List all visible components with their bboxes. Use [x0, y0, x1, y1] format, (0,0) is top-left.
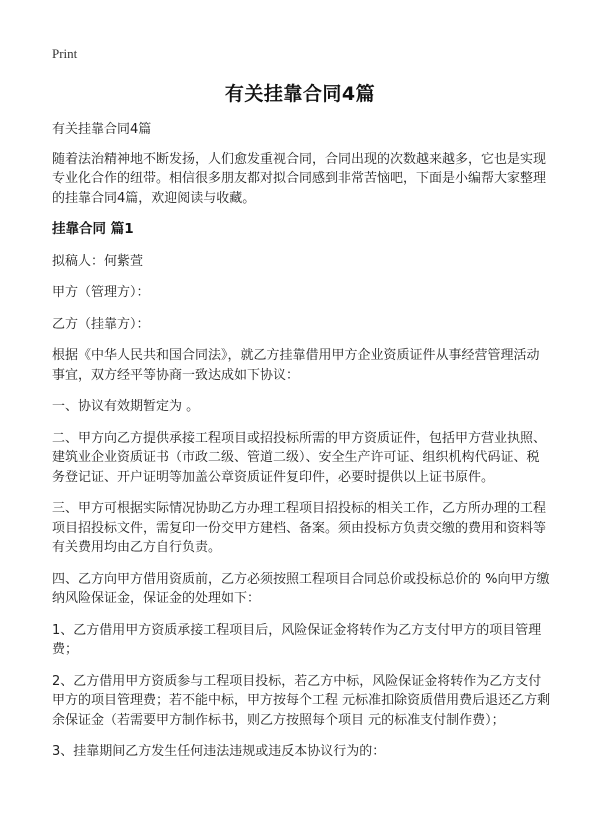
- party-a-line: 甲方（管理方）：: [52, 285, 150, 300]
- clause-paragraph: 3、挂靠期间乙方发生任何违法违规或违反本协议行为的：: [52, 744, 386, 759]
- clause-paragraph: 2、乙方借用甲方资质参与工程项目投标，若乙方中标，风险保证金将转作为乙方支付甲方的项目管理费；若不能中标，甲方按每个工程 元标准扣除资质借用费后退还乙方剩余保证金（若需要甲方制作标书，则乙方按照每个项目 元的标准支付制作费）；: [52, 673, 551, 728]
- document-body: [52, 120, 552, 774]
- preamble-paragraph: 根据《中华人民共和国合同法》，就乙方挂靠借用甲方企业资质证件从事经营管理活动事宜，双方经平等协商一致达成如下协议：: [52, 348, 540, 383]
- print-label: Print: [52, 46, 78, 61]
- drafter-line: 拟稿人：何紫萱: [52, 253, 144, 269]
- clause-paragraph: 四、乙方向甲方借用资质前，乙方必须按照工程项目合同总价或投标总价的 %向甲方缴纳风险保证金，保证金的处理如下：: [52, 571, 550, 606]
- page-title: 有关挂靠合同4篇: [224, 83, 376, 105]
- intro-paragraph: 随着法治精神地不断发扬，人们愈发重视合同，合同出现的次数越来越多，它也是实现专业化合作的纽带。相信很多朋友都对拟合同感到非常苦恼吧，下面是小编帮大家整理的挂靠合同4篇，欢迎阅读与收藏。: [52, 151, 547, 206]
- clause-paragraph: 一、协议有效期暂定为 。: [52, 399, 200, 414]
- clause-paragraph: 三、甲方可根据实际情况协助乙方办理工程项目招投标的相关工作，乙方所办理的工程项目招投标文件，需复印一份交甲方建档、备案。须由投标方负责交缴的费用和资料等有关费用均由乙方自行负责。: [52, 501, 547, 555]
- party-b-line: 乙方（挂靠方）：: [52, 316, 150, 332]
- clause-paragraph: 1、乙方借用甲方资质承接工程项目后，风险保证金将转作为乙方支付甲方的项目管理费；: [52, 622, 542, 657]
- section-heading: 挂靠合同 篇1: [52, 221, 134, 237]
- document-subtitle: 有关挂靠合同4篇: [52, 122, 152, 137]
- clause-paragraph: 二、甲方向乙方提供承接工程项目或招投标所需的甲方资质证件，包括甲方营业执照、建筑业企业资质证书（市政二级、管道二级）、安全生产许可证、组织机构代码证、税务登记证、开户证明等加盖公章资质证件复印件，必要时提供以上证书原件。: [52, 430, 547, 485]
